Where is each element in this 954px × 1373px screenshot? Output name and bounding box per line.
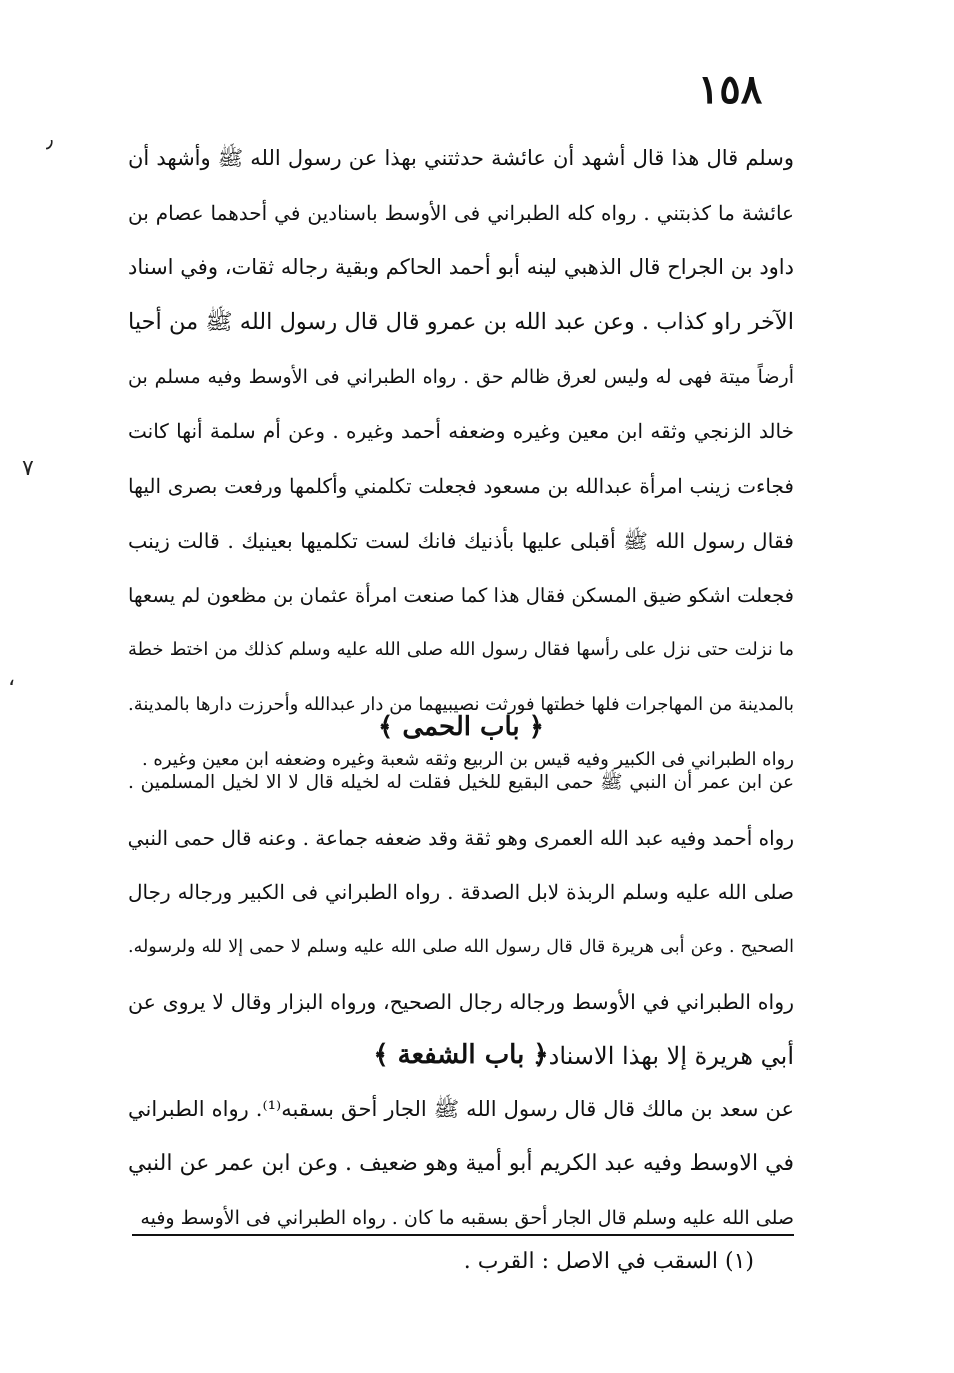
text-line: داود بن الجراح قال الذهبي لينه أبو أحمد الحاكم وبقية رجاله ثقات، وفي اسناد [128, 255, 794, 280]
text-line: رواه أحمد وفيه عبد الله العمرى وهو ثقة وقد ضعفه جماعة . وعنه قال حمى النبي [128, 825, 794, 850]
text-block-hima [128, 756, 794, 1084]
text-line: بالمدينة من المهاجرات فلها خطتها فورثت نصيبيهما من دار عبدالله وأحرزت دارها بالمدينة. [128, 693, 794, 715]
text-line: صلى الله عليه وسلم قال الجار أحق بسقبه ما كان . رواه الطبراني فى الأوسط وفيه [140, 1207, 794, 1230]
text-line: خالد الزنجي وثقه ابن معين وغيره وضعفه أحمد وغيره . وعن أم سلمة أنها كانت [128, 419, 794, 444]
text-block-shufa [128, 1082, 794, 1246]
text-line: في الاوسط وفيه عبد الكريم أبو أمية وهو ضعيف . وعن ابن عمر عن النبي [128, 1150, 794, 1176]
text-line: وسلم قال هذا قال أشهد أن عائشة حدثتني بهذا عن رسول الله ﷺ وأشهد أن [128, 146, 794, 170]
text-line: عن سعد بن مالك قال قال رسول الله ﷺ الجار أحق بسقبه⁽¹⁾. رواه الطبراني [128, 1097, 794, 1121]
text-line: فقال رسول الله ﷺ أقبلى عليها بأذنيك فانك لست تكلميها بعينيك . قالت زينب [128, 528, 794, 553]
text-line: فجعلت اشكو ضيق المسكن فقال هذا كما صنعت امرأة عثمان بن مظعون لم يسعها [128, 583, 794, 607]
text-line: عائشة ما كذبتني . رواه كله الطبراني فى الأوسط باسنادين في أحدهما عصام بن [128, 200, 794, 225]
text-line: صلى الله عليه وسلم الربذة لابل الصدقة . رواه الطبراني فى الكبير ورجاله رجال [128, 880, 794, 905]
page-number: ١٥٨ [697, 66, 763, 113]
text-line: رواه الطبراني في الأوسط ورجاله رجال الصحيح، ورواه البزار وقال لا يروى عن [128, 989, 794, 1014]
text-line: أرضاً ميتة فهى له وليس لعرق ظالم حق . رواه الطبراني فى الأوسط وفيه مسلم بن [128, 365, 794, 388]
section-heading-hima: ﴿ باب الحمى ﴾ [378, 712, 544, 742]
text-line: الآخر راو كذاب . وعن عبد الله بن عمرو قال قال رسول الله ﷺ من أحيا [128, 309, 794, 336]
text-block-main [128, 131, 794, 787]
text-line: رواه الطبراني فى الكبير وفيه قيس بن الربيع وثقه شعبة وغيره وضعفه ابن معين وغيره . [141, 748, 794, 770]
margin-mark: ٫ [46, 128, 54, 153]
footnote: (١) السقب في الاصل : القرب . [463, 1249, 754, 1274]
footnote-divider [132, 1234, 794, 1236]
section-heading-shufa: ﴿ باب الشفعة ﴾ [373, 1040, 549, 1070]
text-line: ما نزلت حتى نزل على رأسها فقال رسول الله صلى الله عليه وسلم كذلك من اختط خطة [128, 639, 794, 661]
text-line: فجاءت زينب امرأة عبدالله بن مسعود فجعلت تكلمني وأكلمها ورفعت بصرى اليها [128, 474, 794, 499]
text-line: الصحيح . وعن أبى هريرة قال قال رسول الله صلى الله عليه وسلم لا حمى إلا لله ولرسوله. [128, 937, 794, 958]
margin-mark: ، [8, 666, 16, 691]
margin-mark: ٧ [22, 456, 34, 481]
text-line: أبي هريرة إلا بهذا الاسناد . [533, 1042, 794, 1071]
text-line: عن ابن عمر أن النبي ﷺ حمى البقيع للخيل فقلت له لخيله قال لا الا لخيل المسلمين . [128, 772, 794, 793]
